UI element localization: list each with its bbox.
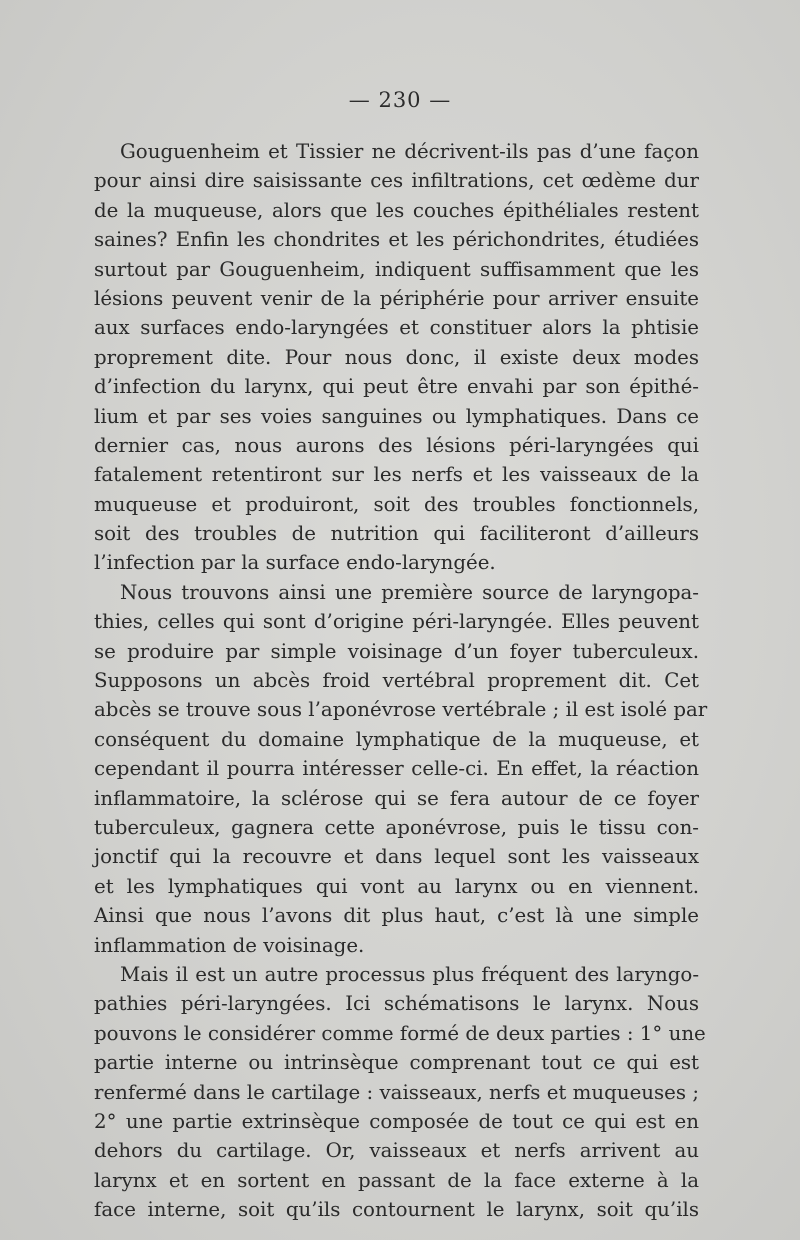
text-line: d’infection du larynx, qui peut être envahi par son épithé- bbox=[94, 375, 699, 399]
body-text bbox=[94, 137, 708, 1224]
text-line: Gouguenheim et Tissier ne décrivent-ils pas d’une façon bbox=[120, 140, 699, 163]
text-line: Mais il est un autre processus plus fréquent des laryngo- bbox=[120, 962, 699, 986]
text-line: Supposons un abcès froid vertébral proprement dit. Cet bbox=[94, 669, 699, 693]
text-line: saines? Enfin les chondrites et les périchondrites, étudiées bbox=[94, 228, 699, 252]
text-line: jonctif qui la recouvre et dans lequel sont les vaisseaux bbox=[94, 845, 699, 869]
text-line: de la muqueuse, alors que les couches épithéliales restent bbox=[94, 198, 699, 222]
text-line: tuberculeux, gagnera cette aponévrose, puis le tissu con- bbox=[94, 815, 699, 839]
text-line: cependant il pourra intéresser celle-ci. En effet, la réaction bbox=[94, 757, 699, 781]
text-line: lésions peuvent venir de la périphérie pour arriver ensuite bbox=[94, 286, 699, 310]
text-line: et les lymphatiques qui vont au larynx ou en viennent. bbox=[94, 874, 699, 898]
text-line: pathies péri-laryngées. Ici schématisons le larynx. Nous bbox=[94, 992, 699, 1016]
text-line: face interne, soit qu’ils contournent le larynx, soit qu’ils bbox=[94, 1198, 699, 1222]
text-line: pouvons le considérer comme formé de deux parties : 1° une bbox=[94, 1021, 706, 1045]
text-line: larynx et en sortent en passant de la face externe à la bbox=[94, 1168, 699, 1192]
text-line: se produire par simple voisinage d’un foyer tuberculeux. bbox=[94, 639, 699, 663]
text-line: pour ainsi dire saisissante ces infiltrations, cet œdème dur bbox=[94, 169, 699, 193]
text-line: inflammatoire, la sclérose qui se fera autour de ce foyer bbox=[94, 786, 699, 810]
text-line: partie interne ou intrinsèque comprenant tout ce qui est bbox=[94, 1051, 699, 1075]
text-line: soit des troubles de nutrition qui faciliteront d’ailleurs bbox=[94, 522, 699, 546]
text-line: muqueuse et produiront, soit des troubles fonctionnels, bbox=[94, 492, 699, 516]
text-line: dehors du cartilage. Or, vaisseaux et nerfs arrivent au bbox=[94, 1139, 699, 1163]
text-line: 2° une partie extrinsèque composée de tout ce qui est en bbox=[94, 1109, 699, 1133]
text-line: Nous trouvons ainsi une première source de laryngopa- bbox=[120, 580, 699, 604]
text-line: abcès se trouve sous l’aponévrose vertébrale ; il est isolé par bbox=[94, 698, 708, 722]
page-number: — 230 — bbox=[348, 88, 452, 112]
text-line: Ainsi que nous l’avons dit plus haut, c’est là une simple bbox=[94, 904, 699, 928]
text-line: conséquent du domaine lymphatique de la muqueuse, et bbox=[94, 727, 699, 751]
text-line: aux surfaces endo-laryngées et constituer alors la phtisie bbox=[94, 316, 699, 340]
text-line: proprement dite. Pour nous donc, il existe deux modes bbox=[94, 345, 699, 369]
text-line: l’infection par la surface endo-laryngée. bbox=[94, 551, 496, 575]
text-line: fatalement retentiront sur les nerfs et les vaisseaux de la bbox=[94, 463, 699, 487]
text-line: dernier cas, nous aurons des lésions péri-laryngées qui bbox=[94, 433, 699, 457]
text-line: lium et par ses voies sanguines ou lymphatiques. Dans ce bbox=[94, 404, 699, 428]
text-line: surtout par Gouguenheim, indiquent suffisamment que les bbox=[94, 257, 699, 281]
text-line: renfermé dans le cartilage : vaisseaux, nerfs et muqueuses ; bbox=[94, 1080, 699, 1104]
text-line: thies, celles qui sont d’origine péri-laryngée. Elles peuvent bbox=[94, 610, 699, 634]
text-line: inflammation de voisinage. bbox=[94, 933, 365, 957]
